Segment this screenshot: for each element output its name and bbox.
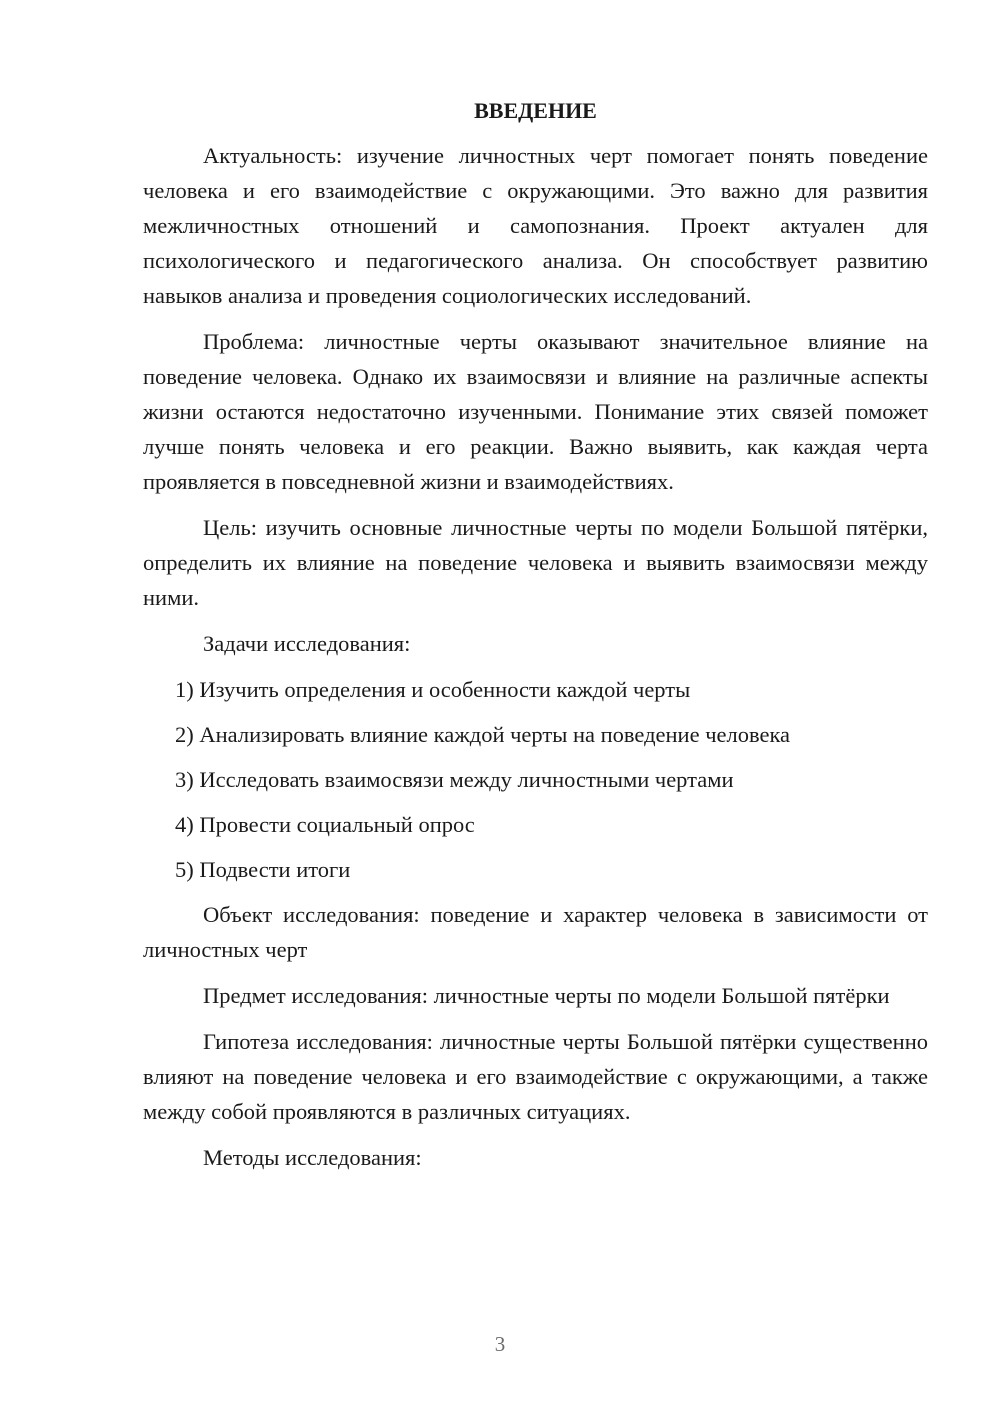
subject-paragraph: Предмет исследования: личностные черты по модели Большой пятёрки (203, 983, 890, 1008)
page-number: 3 (494, 1332, 506, 1356)
section-heading: ВВЕДЕНИЕ (474, 98, 597, 123)
tasks-label: Задачи исследования: (203, 631, 411, 656)
relevance-paragraph: Актуальность: изучение личностных черт помогает понять поведение человека и его взаимодействие с окружающими. Это важно для развития межличностных отношений и самопознания. Проект актуален для психологического и педагогического анализа. Он способствует развитию навыков анализа и проведения социологических исследований. (143, 143, 928, 308)
task-list (143, 672, 928, 887)
methods-label: Методы исследования: (203, 1145, 422, 1170)
task-item: 4) Провести социальный опрос (175, 812, 475, 837)
document-page (143, 96, 928, 1186)
problem-paragraph: Проблема: личностные черты оказывают значительное влияние на поведение человека. Однако их взаимосвязи и влияние на различные аспекты жизни остаются недостаточно изученными. Понимание этих связей поможет лучше понять человека и его реакции. Важно выявить, как каждая черта проявляется в повседневной жизни и взаимодействиях. (143, 329, 928, 494)
object-paragraph: Объект исследования: поведение и характер человека в зависимости от личностных черт (143, 902, 928, 962)
hypothesis-paragraph: Гипотеза исследования: личностные черты Большой пятёрки существенно влияют на поведение человека и его взаимодействие с окружающими, а также между собой проявляются в различных ситуациях. (143, 1029, 928, 1124)
task-item: 1) Изучить определения и особенности каждой черты (175, 677, 691, 702)
task-item: 5) Подвести итоги (175, 857, 351, 882)
task-item: 3) Исследовать взаимосвязи между личностными чертами (175, 767, 734, 792)
goal-paragraph: Цель: изучить основные личностные черты по модели Большой пятёрки, определить их влияние на поведение человека и выявить взаимосвязи между ними. (143, 515, 928, 610)
task-item: 2) Анализировать влияние каждой черты на поведение человека (175, 722, 791, 747)
